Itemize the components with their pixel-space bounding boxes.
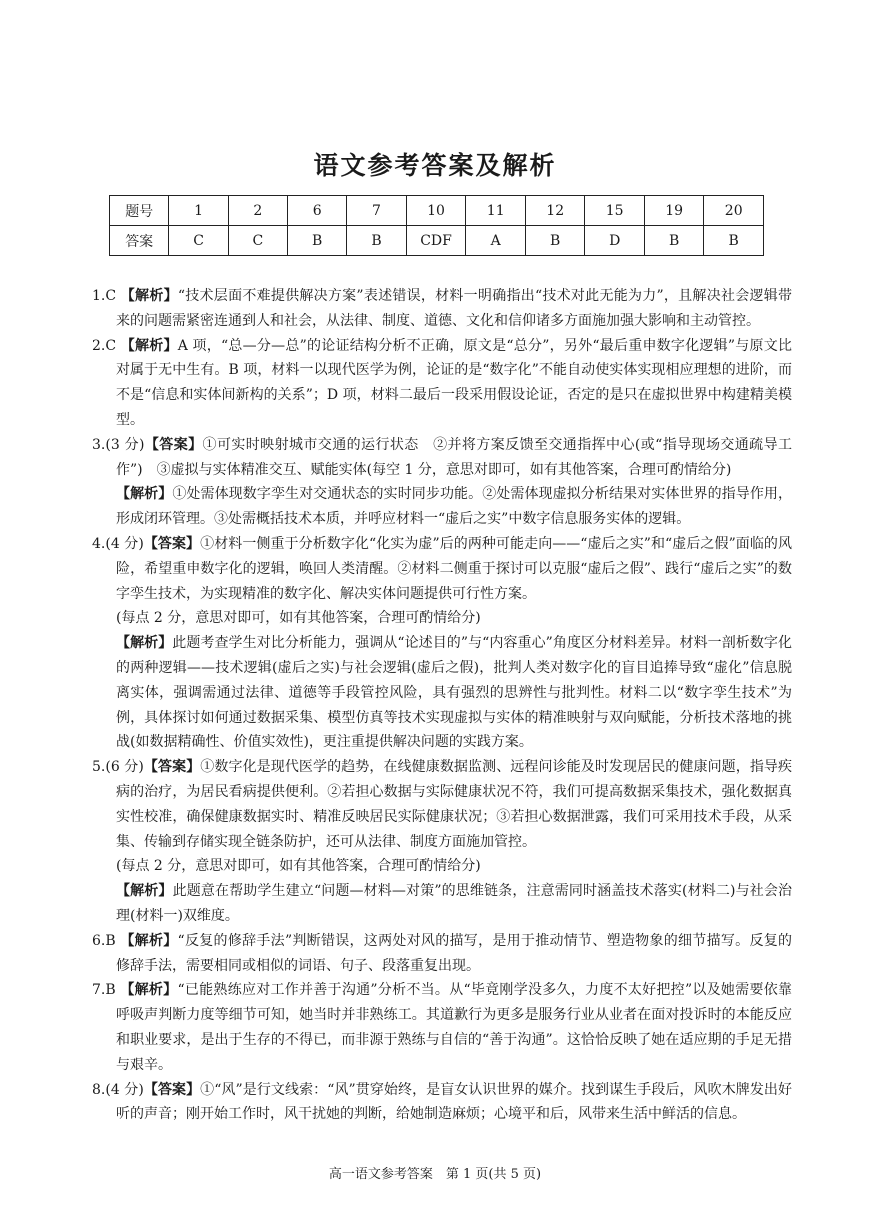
question-number-cell: 7 — [347, 196, 406, 226]
answer-cell: C — [169, 226, 228, 256]
answer-cell: A — [466, 226, 525, 256]
item-number: 3.(3 分) — [92, 436, 145, 453]
explanation-paragraph — [92, 929, 792, 979]
explanation-paragraph — [92, 334, 792, 433]
question-number-cell: 15 — [585, 196, 644, 226]
answer-cell: B — [347, 226, 406, 256]
answer-cell: D — [585, 226, 644, 256]
explanation-paragraph — [92, 284, 792, 334]
question-number-cell: 10 — [406, 196, 466, 226]
section-tag: 【解析】 — [120, 337, 178, 354]
explanation-text: ①处需体现数字孪生对交通状态的实时同步功能。②处需体现虚拟分析结果对实体世界的指导作用，形成闭环管理。③处需概括技术本质，并呼应材料一“虚后之实”中数字信息服务实体的逻辑。 — [116, 486, 793, 528]
answer-cell: C — [228, 226, 287, 256]
section-tag: 【解析】 — [116, 635, 173, 652]
item-number: 7.B — [92, 982, 121, 999]
section-tag: 【解析】 — [120, 288, 178, 304]
explanation-paragraph — [92, 433, 792, 483]
item-number: 8.(4 分) — [92, 1081, 144, 1098]
explanation-text: “已能熟练应对工作并善于沟通”分析不当。从“毕竟刚学没多久，力度不太好把控”以及她需要依靠呼吸声判断力度等细节可知，她当时并非熟练工。其道歉行为更多是服务行业从业者在面对投诉时的本能反应和职业要求，是出于生存的不得已，而非源于熟练与自信的“善于沟通”。这恰恰反映了她在适应期的手足无措与艰辛。 — [116, 982, 792, 1073]
table-row-answers — [110, 226, 764, 256]
explanation-paragraph — [92, 755, 792, 854]
explanation-paragraph — [92, 854, 792, 879]
question-number-cell: 19 — [644, 196, 703, 226]
question-number-cell: 20 — [704, 196, 764, 226]
item-number: 4.(4 分) — [92, 535, 144, 552]
explanation-text: “反复的修辞手法”判断错误，这两处对风的描写，是用于推动情节、塑造物象的细节描写。反复的修辞手法，需要相同或相似的词语、句子、段落重复出现。 — [116, 932, 793, 974]
explanation-paragraph — [92, 1078, 792, 1128]
section-tag: 【答案】 — [143, 1081, 201, 1098]
answer-explanations — [92, 284, 792, 1127]
explanation-text: ①数字化是现代医学的趋势，在线健康数据监测、远程问诊能及时发现居民的健康问题，指导疾病的治疗，为居民看病提供便利。②若担心数据与实际健康状况不符，我们可提高数据采集技术，强化数据真实性校准，确保健康数据实时、精准反映居民实际健康状况；③若担心数据泄露，我们可采用技术手段，从采集、传输到存储实现全链条防护，还可从法律、制度方面施加管控。 — [116, 759, 793, 850]
section-tag: 【解析】 — [120, 932, 178, 949]
explanation-text: 此题意在帮助学生建立“问题—材料—对策”的思维链条，注意需同时涵盖技术落实(材料二)与社会治理(材料一)双维度。 — [116, 883, 792, 924]
answer-cell: CDF — [406, 226, 466, 256]
page-footer: 高一语文参考答案 第 1 页(共 5 页) — [328, 1167, 542, 1182]
explanation-text: ①“风”是行文线索：“风”贯穿始终，是盲女认识世界的媒介。找到谋生手段后，风吹木牌发出好听的声音；刚开始工作时，风干扰她的判断，给她制造麻烦；心境平和后，风带来生活中鲜活的信息。 — [116, 1081, 792, 1123]
section-tag: 【解析】 — [120, 982, 178, 999]
item-number: 2.C — [92, 337, 121, 354]
explanation-text: “技术层面不难提供解决方案”表述错误，材料一明确指出“技术对此无能为力”，且解决社会逻辑带来的问题需紧密连通到人和社会，从法律、制度、道德、文化和信仰诸多方面施加强大影响和主动管控。 — [116, 288, 793, 329]
section-tag: 【答案】 — [143, 535, 201, 552]
answer-table — [109, 195, 764, 256]
item-number: 1.C — [92, 288, 121, 304]
row-header-number: 题号 — [110, 196, 169, 226]
item-number: 5.(6 分) — [92, 759, 144, 776]
question-number-cell: 1 — [169, 196, 228, 226]
explanation-paragraph — [92, 631, 792, 755]
explanation-text: (每点 2 分，意思对即可，如有其他答案，合理可酌情给分) — [116, 610, 481, 627]
row-header-answer: 答案 — [110, 226, 169, 256]
explanation-paragraph — [92, 482, 792, 532]
explanation-text: ①可实时映射城市交通的运行状态 ②并将方案反馈至交通指挥中心(或“指导现场交通疏导工作”) ③虚拟与实体精准交互、赋能实体(每空 1 分，意思对即可，如有其他答案，合理可酌情给分) — [116, 436, 793, 478]
explanation-text: A 项，“总—分—总”的论证结构分析不正确，原文是“总分”，另外“最后重申数字化逻辑”与原文比对属于无中生有。B 项，材料一以现代医学为例，论证的是“数字化”不能自动使实体实现相应理想的进阶，而不是“信息和实体间新构的关系”；D 项，材料二最后一段采用假设论证，否定的是只在虚拟世界中构建精美模型。 — [116, 337, 792, 428]
item-number: 6.B — [92, 932, 121, 949]
question-number-cell: 11 — [466, 196, 525, 226]
explanation-paragraph — [92, 978, 792, 1077]
explanation-text: (每点 2 分，意思对即可，如有其他答案，合理可酌情给分) — [116, 858, 481, 875]
question-number-cell: 6 — [288, 196, 347, 226]
answer-cell: B — [704, 226, 764, 256]
section-tag: 【答案】 — [144, 436, 203, 453]
explanation-paragraph — [92, 532, 792, 606]
explanation-paragraph — [92, 606, 792, 631]
explanation-text: 此题考查学生对比分析能力，强调从“论述目的”与“内容重心”角度区分材料差异。材料一剖析数字化的两种逻辑——技术逻辑(虚后之实)与社会逻辑(虚后之假)，批判人类对数字化的盲目追捧导致“虚化”信息脱离实体，强调需通过法律、道德等手段管控风险，具有强烈的思辨性与批判性。材料二以“数字孪生技术”为例，具体探讨如何通过数据采集、模型仿真等技术实现虚拟与实体的精准映射与双向赋能，分析技术落地的挑战(如数据精确性、价值实效性)，更注重提供解决问题的实践方案。 — [116, 635, 792, 751]
answer-cell: B — [644, 226, 703, 256]
explanation-paragraph — [92, 879, 792, 929]
question-number-cell: 12 — [525, 196, 584, 226]
section-tag: 【解析】 — [116, 486, 173, 503]
section-tag: 【答案】 — [143, 759, 201, 776]
page-title: 语文参考答案及解析 — [313, 151, 557, 180]
question-number-cell: 2 — [228, 196, 287, 226]
answer-cell: B — [525, 226, 584, 256]
answer-cell: B — [288, 226, 347, 256]
explanation-text: ①材料一侧重于分析数字化“化实为虚”后的两种可能走向——“虚后之实”和“虚后之假”面临的风险，希望重申数字化的逻辑，唤回人类清醒。②材料二侧重于探讨可以克服“虚后之假”、践行“虚后之实”的数字孪生技术，为实现精准的数字化、解决实体问题提供可行性方案。 — [116, 535, 793, 602]
table-row-numbers — [110, 196, 764, 226]
section-tag: 【解析】 — [116, 883, 173, 900]
